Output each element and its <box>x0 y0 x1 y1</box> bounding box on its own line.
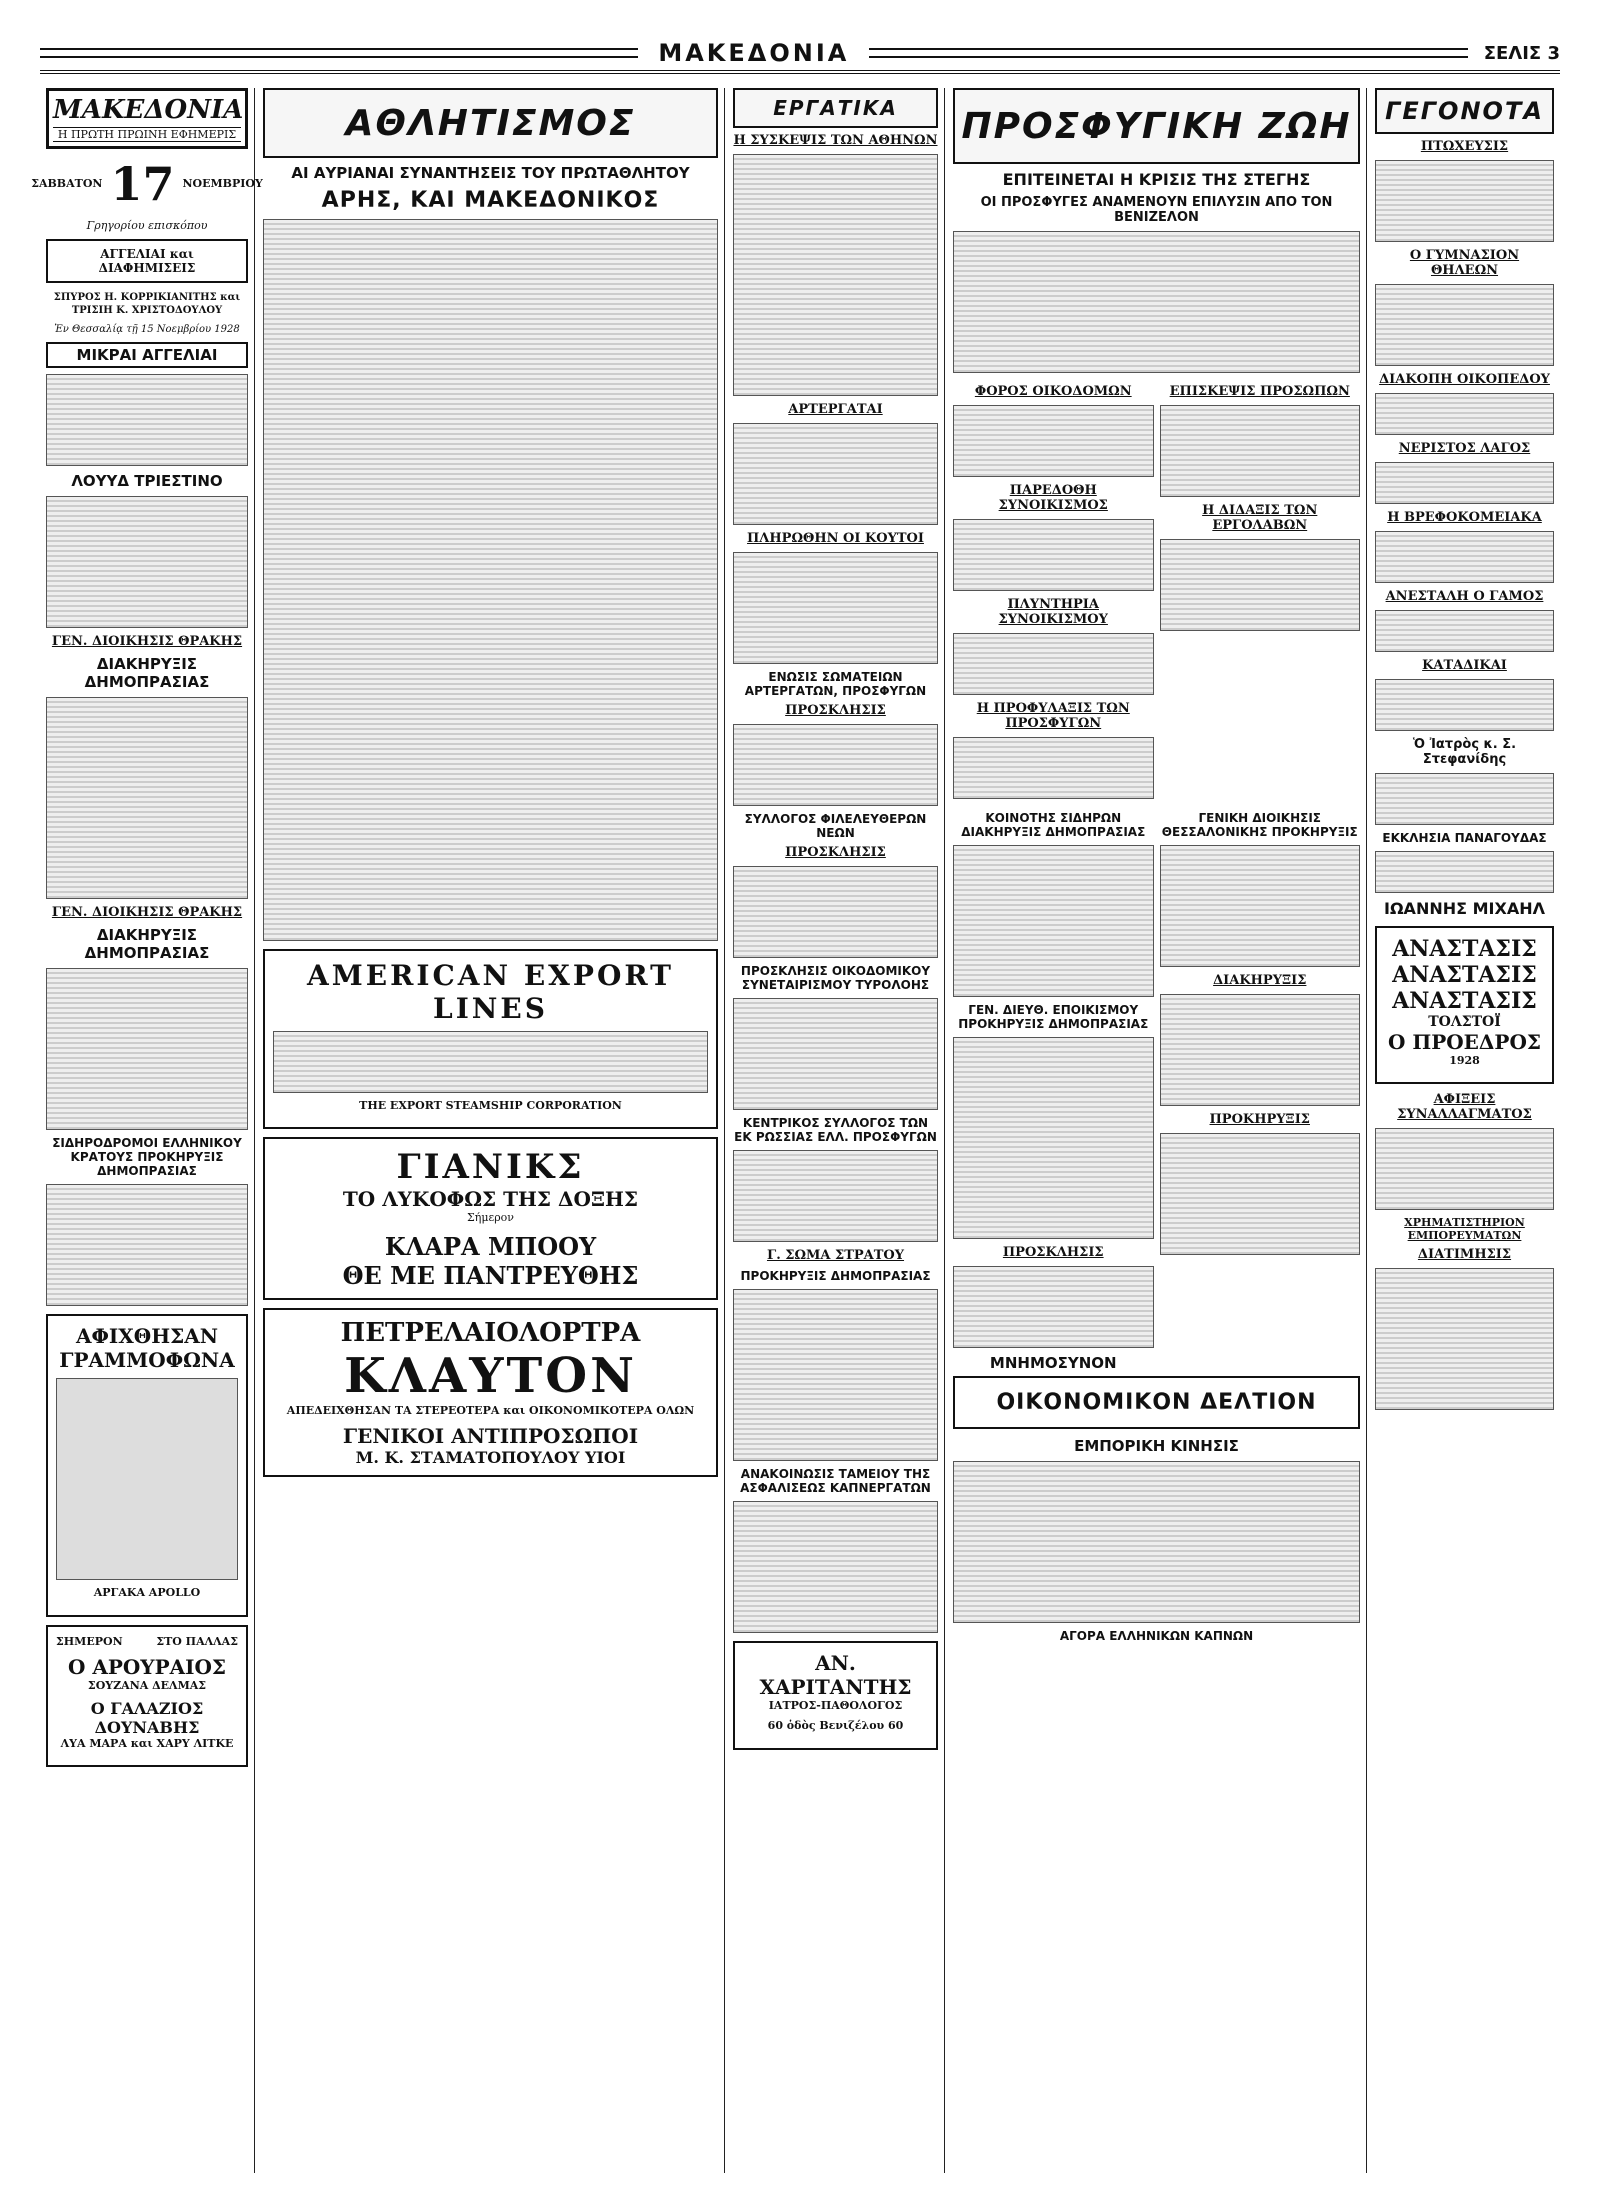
film-title: Ο ΑΡΟΥΡΑΙΟΣ <box>67 1654 227 1679</box>
tender-e-heading: ΓΕΝ. ΔΙΕΥΘ. ΕΠΟΙΚΙΣΜΟΥ ΠΡΟΚΗΡΥΞΙΣ ΔΗΜΟΠΡΑΣΙΑΣ <box>958 1003 1149 1031</box>
american-export-title: AMERICAN EXPORT LINES <box>307 959 674 1025</box>
sports-banner: ΑΘΛΗΤΙΣΜΟΣ <box>263 88 718 158</box>
subsection-heading: Η ΔΙΔΑΞΙΣ ΤΩΝ ΕΡΓΟΛΑΒΩΝ <box>1202 503 1318 533</box>
founded-line: Ἐν Θεσσαλίᾳ τῇ 15 Νοεμβρίου 1928 <box>54 324 240 336</box>
body-text-block <box>1375 679 1554 731</box>
body-text-block <box>953 1461 1360 1623</box>
film-2-cast: ΛΥΑ ΜΑΡΑ και ΧΑΡΥ ΛΙΤΚΕ <box>60 1737 234 1751</box>
body-text-block <box>1375 851 1554 893</box>
date-row <box>31 157 263 211</box>
body-text-block <box>953 519 1154 591</box>
econ-bulletin-title: ΟΙΚΟΝΟΜΙΚΟΝ ΔΕΛΤΙΟΝ <box>996 1390 1317 1415</box>
body-text-block <box>46 1184 248 1306</box>
cinema-today: ΣΗΜΕΡΟΝ <box>56 1634 123 1648</box>
oil-engine-ad <box>263 1308 718 1477</box>
body-text-block <box>733 552 938 664</box>
body-text-block <box>733 724 938 806</box>
lloyd-heading: ΛΟΥΥΔ ΤΡΙΕΣΤΙΝΟ <box>71 472 223 491</box>
sports-article-text <box>263 219 718 941</box>
body-text-block <box>733 866 938 958</box>
body-text-block <box>1375 1128 1554 1210</box>
body-text-block <box>1160 539 1361 631</box>
body-text-block <box>1160 994 1361 1106</box>
body-text-block <box>733 1501 938 1633</box>
body-text-block <box>1160 1133 1361 1255</box>
film-ad-actor: ΚΛΑΡΑ ΜΠΟΟΥ <box>384 1231 597 1261</box>
union-heading: ΕΝΩΣΙΣ ΣΩΜΑΤΕΙΩΝ ΑΡΤΕΡΓΑΤΩΝ, ΠΡΟΣΦΥΓΩΝ <box>744 670 927 698</box>
memorial-heading: ΜΝΗΜΟΣΥΝΟΝ <box>989 1354 1117 1372</box>
american-export-ad <box>263 949 718 1129</box>
saint-of-day: Γρηγορίου επισκόπου <box>86 219 208 232</box>
subsection-heading: ΚΑΤΑΔΙΚΑΙ <box>1422 658 1507 673</box>
body-text-block <box>46 374 248 466</box>
econ-bulletin-box <box>953 1376 1360 1429</box>
subsection-heading: Η ΠΡΟΦΥΛΑΞΙΣ ΤΩΝ ΠΡΟΣΦΥΓΩΝ <box>976 701 1130 731</box>
body-text-block <box>953 737 1154 799</box>
american-export-corp: THE EXPORT STEAMSHIP CORPORATION <box>359 1099 622 1112</box>
ad-body <box>273 1031 708 1093</box>
club-heading: ΣΥΛΛΟΓΟΣ ΦΙΛΕΛΕΥΘΕΡΩΝ ΝΕΩΝ <box>744 812 927 840</box>
doctor-title: ΙΑΤΡΟΣ-ΠΑΘΟΛΟΓΟΣ <box>768 1699 903 1712</box>
gen-admin-heading-2: ΓΕΝ. ΔΙΟΙΚΗΣΙΣ ΘΡΑΚΗΣ <box>51 905 243 921</box>
subsection-heading: ΠΑΡΕΔΟΘΗ ΣΥΝΟΙΚΙΣΜΟΣ <box>998 483 1108 513</box>
film-ad-title: ΓΙΑΝΙΚΣ <box>396 1147 585 1188</box>
owners: ΣΠΥΡΟΣ Η. ΚΟΡΡΙΚΙΑΝΙΤΗΣ και ΤΡΙΣΙΗ Κ. ΧΡΙΣΤΟΔΟΥΛΟΥ <box>53 292 241 317</box>
labor-h2: ΑΡΤΕΡΓΑΤΑΙ <box>788 402 883 417</box>
column-1 <box>31 88 263 2173</box>
body-text-block <box>953 231 1360 373</box>
body-text-block <box>1375 284 1554 366</box>
body-text-block <box>1375 1268 1554 1410</box>
sports-subheadline: ΑΡΗΣ, ΚΑΙ ΜΑΚΕΔΟΝΙΚΟΣ <box>321 188 660 213</box>
body-text-block <box>953 405 1154 477</box>
subsection-heading: ΠΤΩΧΕΥΣΙΣ <box>1420 139 1509 154</box>
body-text-block <box>1375 160 1554 242</box>
small-ads-heading: ΜΙΚΡΑΙ ΑΓΓΕΛΙΑΙ <box>46 342 248 368</box>
notice-heading: ΠΡΟΚΗΡΥΞΙΣ <box>1209 1112 1310 1127</box>
rail-heading: ΣΙΔΗΡΟΔΡΟΜΟΙ ΕΛΛΗΝΙΚΟΥ ΚΡΑΤΟΥΣ ΠΡΟΚΗΡΥΞΙΣ ΔΗΜΟΠΡΑΣΙΑΣ <box>52 1136 242 1179</box>
body-text-block <box>733 423 938 525</box>
tobacco-heading: ΑΓΟΡΑ ΕΛΛΗΝΙΚΩΝ ΚΑΠΝΩΝ <box>1059 1629 1254 1643</box>
body-text-block <box>1375 531 1554 583</box>
ads-box: ΑΓΓΕΛΙΑΙ και ΔΙΑΦΗΜΙΣΕΙΣ <box>46 239 248 283</box>
subsection-heading: Ο ΓΥΜΝΑΣΙΟΝ ΘΗΛΕΩΝ <box>1409 248 1520 278</box>
body-text-block <box>46 968 248 1130</box>
body-text-block <box>46 496 248 628</box>
film-ad-today: Σήμερον <box>467 1211 514 1225</box>
film-ad-title-2: ΘΕ ΜΕ ΠΑΝΤΡΕΥΘΗΣ <box>342 1260 639 1290</box>
doctor-ad <box>733 1641 938 1750</box>
resurrection-title-1: ΑΝΑΣΤΑΣΙΣ <box>1392 936 1537 962</box>
invite-heading: ΠΡΟΣΚΛΗΣΙΣ <box>785 703 886 718</box>
doctor-notice: Ὁ Ἰατρὸς κ. Σ. Στεφανίδης <box>1412 737 1517 767</box>
decl-heading: ΔΙΑΚΗΡΥΞΙΣ <box>1213 973 1307 988</box>
resurrection-ad <box>1375 926 1554 1084</box>
gramophone-illustration <box>56 1378 238 1580</box>
gramophone-ad <box>46 1314 248 1616</box>
weekday: ΣΑΒΒΑΤΟΝ <box>31 176 103 190</box>
oil-ad-agents-name: Μ. Κ. ΣΤΑΜΑΤΟΠΟΥΛΟΥ ΥΙΟΙ <box>355 1447 626 1467</box>
church-heading: ΕΚΚΛΗΣΙΑ ΠΑΝΑΓΟΥΔΑΣ <box>1382 831 1547 845</box>
body-text-block <box>1375 462 1554 504</box>
body-text-block <box>733 998 938 1110</box>
body-text-block <box>953 1037 1154 1239</box>
price-list-heading: ΔΙΑΤΙΜΗΣΙΣ <box>1417 1247 1512 1263</box>
doctor-address: 60 ὁδὸς Βενιζέλου 60 <box>767 1719 904 1733</box>
invite-heading: ΠΡΟΣΚΛΗΣΙΣ <box>1002 1245 1104 1260</box>
resurrection-title-3: ΑΝΑΣΤΑΣΙΣ <box>1392 988 1537 1014</box>
masthead-rule-right <box>869 48 1467 58</box>
refugee-life-banner: ΠΡΟΣΦΥΓΙΚΗ ΖΩΗ <box>953 88 1360 164</box>
events-banner: ΓΕΓΟΝΟΤΑ <box>1375 88 1554 134</box>
oil-ad-agents: ΓΕΝΙΚΟΙ ΑΝΤΙΠΡΟΣΩΠΟΙ <box>342 1423 639 1448</box>
column-5 <box>1369 88 1560 2173</box>
film-star: ΣΟΥΖΑΝΑ ΔΕΛΜΑΣ <box>87 1678 207 1692</box>
masthead-rule-left <box>40 48 638 58</box>
subsection-heading: ΔΙΑΚΟΠΗ ΟΙΚΟΠΕΔΟΥ <box>1379 372 1550 387</box>
cinema-venue: ΣΤΟ ΠΑΛΛΑΣ <box>156 1634 238 1648</box>
sports-headline: ΑΙ ΑΥΡΙΑΝΑΙ ΣΥΝΑΝΤΗΣΕΙΣ ΤΟΥ ΠΡΩΤΑΘΛΗΤΟΥ <box>291 164 690 182</box>
newspaper-page <box>31 36 1561 2176</box>
columns <box>31 88 1560 2173</box>
body-text-block <box>46 697 248 899</box>
body-text-block <box>733 1289 938 1461</box>
oil-ad-subheading: ΑΠΕΔΕΙΧΘΗΣΑΝ ΤΑ ΣΤΕΡΕΟΤΕΡΑ και ΟΙΚΟΝΟΜΙΚΟΤΕΡΑ ΟΛΩΝ <box>286 1403 695 1417</box>
paper-name: ΜΑΚΕΔΟΝΙΑ <box>53 95 244 125</box>
resurrection-title-2: ΑΝΑΣΤΑΣΙΣ <box>1392 962 1537 988</box>
committee-heading: ΚΕΝΤΡΙΚΟΣ ΣΥΛΛΟΓΟΣ ΤΩΝ ΕΚ ΡΩΣΣΙΑΣ ΕΛΛ. ΠΡΟΣΦΥΓΩΝ <box>734 1116 937 1144</box>
tender-d-heading: ΓΕΝΙΚΗ ΔΙΟΙΚΗΣΙΣ ΘΕΣΣΑΛΟΝΙΚΗΣ ΠΡΟΚΗΡΥΞΙΣ <box>1161 811 1358 839</box>
cinema-ad <box>46 1625 248 1768</box>
column-3 <box>727 88 945 2173</box>
subsection-heading: Η ΒΡΕΦΟΚΟΜΕΙΑΚΑ <box>1387 510 1542 525</box>
subsection-heading: ΦΟΡΟΣ ΟΙΚΟΔΟΜΩΝ <box>974 384 1132 399</box>
page-number: ΣΕΛΙΣ 3 <box>1483 42 1561 64</box>
fund-heading: ΑΝΑΚΟΙΝΩΣΙΣ ΤΑΜΕΙΟΥ ΤΗΣ ΑΣΦΑΛΙΣΕΩΣ ΚΑΠΝΕΡΓΑΤΩΝ <box>740 1467 931 1495</box>
body-text-block <box>1160 845 1361 967</box>
month: ΝΟΕΜΒΡΙΟΥ <box>182 176 263 190</box>
market-heading: ΕΜΠΟΡΙΚΗ ΚΙΝΗΣΙΣ <box>1074 1437 1239 1455</box>
labor-banner: ΕΡΓΑΤΙΚΑ <box>733 88 938 128</box>
labor-h1: Η ΣΥΣΚΕΨΙΣ ΤΩΝ ΑΘΗΝΩΝ <box>733 133 938 148</box>
body-text-block <box>953 1266 1154 1348</box>
stock-exchange-heading: ΧΡΗΜΑΤΙΣΤΗΡΙΟΝ ΕΜΠΟΡΕΥΜΑΤΩΝ <box>1404 1216 1525 1243</box>
body-text-block <box>1375 393 1554 435</box>
resurrection-author: ΤΟΛΣΤΟΪ <box>1428 1014 1501 1030</box>
gen-admin-heading: ΓΕΝ. ΔΙΟΙΚΗΣΙΣ ΘΡΑΚΗΣ <box>51 634 243 650</box>
body-text-block <box>1160 405 1361 497</box>
army-tender-heading: ΠΡΟΚΗΡΥΞΙΣ ΔΗΜΟΠΡΑΣΙΑΣ <box>740 1269 931 1283</box>
subsection-heading: ΑΝΕΣΤΑΛΗ Ο ΓΑΜΟΣ <box>1385 589 1544 604</box>
housing-subheadline: ΟΙ ΠΡΟΣΦΥΓΕΣ ΑΝΑΜΕΝΟΥΝ ΕΠΙΛΥΣΙΝ ΑΠΟ ΤΟΝ ΒΕΝΙΖΕΛΟΝ <box>980 195 1333 225</box>
body-text-block <box>1375 773 1554 825</box>
oil-ad-brand: ΚΛΑΥΤΟΝ <box>344 1347 637 1404</box>
coop-heading: ΠΡΟΣΚΛΗΣΙΣ ΟΙΚΟΔΟΜΙΚΟΥ ΣΥΝΕΤΑΙΡΙΣΜΟΥ ΤΥΡΟΛΟΗΣ <box>740 964 931 992</box>
paper-masthead-box <box>46 88 248 149</box>
column-4 <box>947 88 1367 2173</box>
army-heading: Γ. ΣΩΜΑ ΣΤΡΑΤΟΥ <box>766 1248 905 1263</box>
person-name: ΙΩΑΝΝΗΣ ΜΙΧΑΗΛ <box>1384 899 1545 918</box>
subsection-heading: ΠΛΥΝΤΗΡΙΑ ΣΥΝΟΙΚΙΣΜΟΥ <box>998 597 1108 627</box>
premiere-year: 1928 <box>1449 1054 1480 1067</box>
column-2 <box>257 88 725 2173</box>
subsection-heading: ΝΕΡΙΣΤΟΣ ΛΑΓΟΣ <box>1398 441 1531 456</box>
body-text-block <box>1375 610 1554 652</box>
apollo-label: ΑΡΓΑΚΑ APOLLO <box>93 1586 201 1600</box>
paper-subtitle: Η ΠΡΩΤΗ ΠΡΩΙΝΗ ΕΦΗΜΕΡΙΣ <box>53 127 241 142</box>
housing-headline: ΕΠΙΤΕΙΝΕΤΑΙ Η ΚΡΙΣΙΣ ΤΗΣ ΣΤΕΓΗΣ <box>1002 170 1311 189</box>
film-2-title: Ο ΓΑΛΑΖΙΟΣ ΔΟΥΝΑΒΗΣ <box>90 1699 204 1738</box>
body-text-block <box>733 154 938 396</box>
tender-c-heading: ΚΟΙΝΟΤΗΣ ΣΙΔΗΡΩΝ ΔΙΑΚΗΡΥΞΙΣ ΔΗΜΟΠΡΑΣΙΑΣ <box>961 811 1146 839</box>
invite-heading-2: ΠΡΟΣΚΛΗΣΙΣ <box>785 845 886 860</box>
tender-heading: ΔΙΑΚΗΡΥΞΙΣ ΔΗΜΟΠΡΑΣΙΑΣ <box>84 655 210 692</box>
labor-h3: ΠΛΗΡΩΘΗΝ ΟΙ ΚΟΥΤΟΙ <box>747 531 924 546</box>
masthead-title: ΜΑΚΕΔΟΝΙΑ <box>658 39 850 67</box>
date-number: 17 <box>110 157 175 211</box>
oil-ad-heading: ΠΕΤΡΕΛΑΙΟΛΟΡΤΡΑ <box>340 1317 641 1348</box>
tender-heading-2: ΔΙΑΚΗΡΥΞΙΣ ΔΗΜΟΠΡΑΣΙΑΣ <box>84 926 210 963</box>
foreign-exchange-heading: ΑΦΙΞΕΙΣ ΣΥΝΑΛΛΑΓΜΑΤΟΣ <box>1397 1092 1532 1123</box>
masthead <box>40 36 1560 74</box>
doctor-name: ΑΝ. ΧΑΡΙΤΑΝΤΗΣ <box>759 1651 912 1699</box>
premiere-label: Ο ΠΡΟΕΔΡΟΣ <box>1387 1030 1542 1054</box>
film-ad-subtitle: ΤΟ ΛΥΚΟΦΩΣ ΤΗΣ ΔΟΞΗΣ <box>342 1187 639 1212</box>
body-text-block <box>733 1150 938 1242</box>
film-ad <box>263 1137 718 1299</box>
body-text-block <box>953 845 1154 997</box>
gramophone-title: ΑΦΙΧΘΗΣΑΝ ΓΡΑΜΜΟΦΩΝΑ <box>59 1324 235 1373</box>
subsection-heading: ΕΠΙΣΚΕΨΙΣ ΠΡΟΣΩΠΩΝ <box>1169 384 1350 399</box>
body-text-block <box>953 633 1154 695</box>
